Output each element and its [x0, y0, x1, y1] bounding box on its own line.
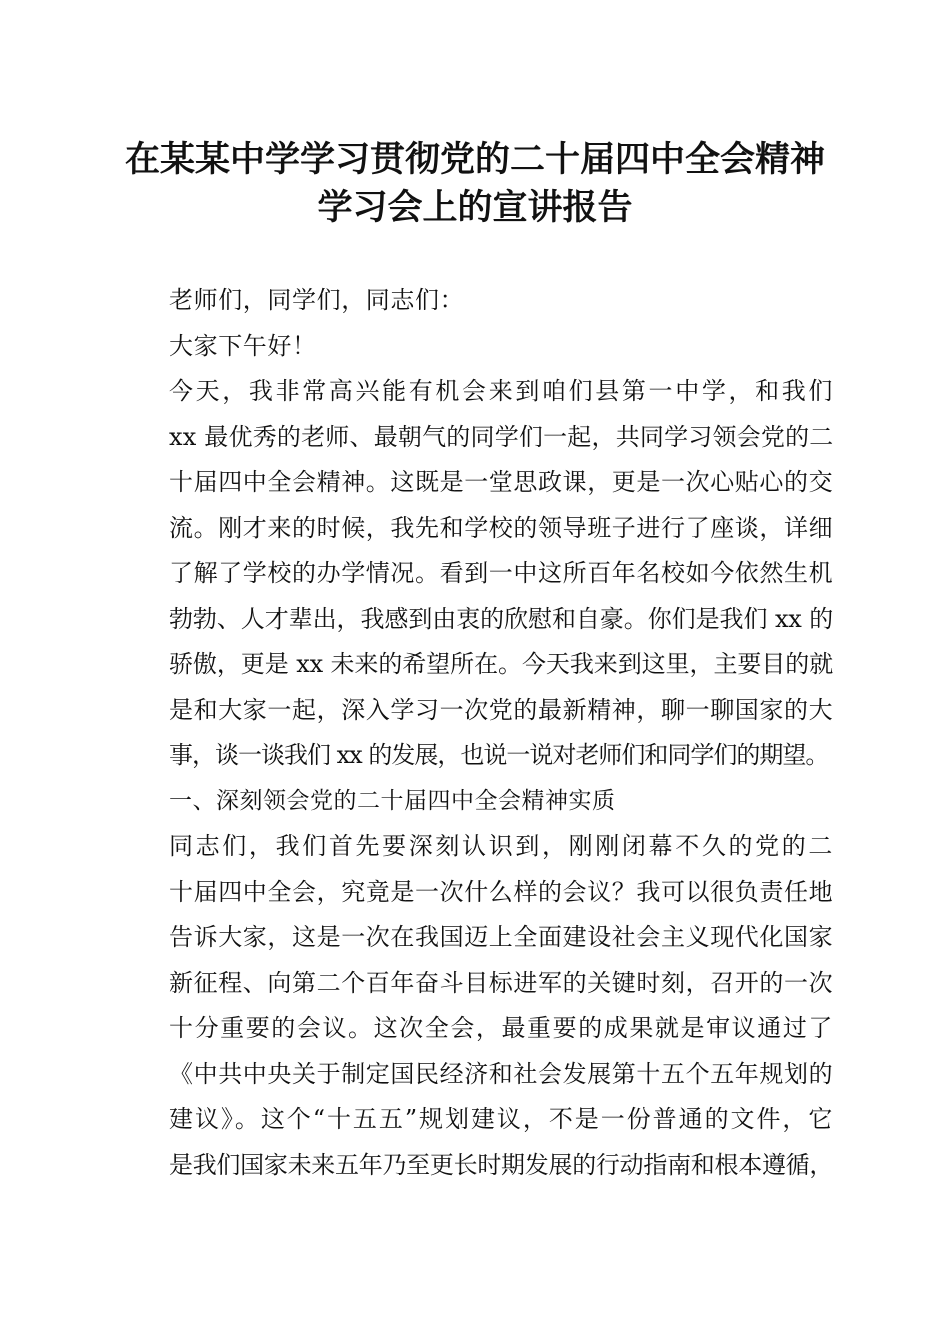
paragraph-line: 是我们国家未来五年乃至更长时期发展的行动指南和根本遵循， [169, 1150, 833, 1179]
title-line-2: 学习会上的宣讲报告 [317, 187, 633, 228]
paragraph-line: 同志们，我们首先要深刻认识到，刚刚闭幕不久的党的二 [169, 832, 833, 860]
paragraph-line: 《中共中央关于制定国民经济和社会发展第十五个五年规划的 [169, 1059, 834, 1088]
salutation-text: 老师们，同学们，同志们： [169, 286, 465, 314]
paragraph-section-1 [121, 824, 833, 1188]
salutation [121, 278, 833, 324]
paragraph-line: 事，谈一谈我们 xx 的发展，也说一说对老师们和同学们的期望。 [169, 741, 829, 769]
paragraph-line: 十分重要的会议。这次全会，最重要的成果就是审议通过了 [169, 1014, 833, 1042]
title-line-1: 在某某中学学习贯彻党的二十届四中全会精神 [124, 139, 825, 180]
paragraph-line: 告诉大家，这是一次在我国迈上全面建设社会主义现代化国家 [169, 923, 834, 951]
paragraph-line: 是和大家一起，深入学习一次党的最新精神，聊一聊国家的大 [169, 695, 834, 724]
paragraph-line: 建议》。这个“十五五”规划建议，不是一份普通的文件，它 [169, 1105, 833, 1133]
greeting [121, 324, 833, 370]
paragraph-line: 十届四中全会精神。这既是一堂思政课，更是一次心贴心的交 [169, 468, 834, 496]
paragraph-line: 了解了学校的办学情况。看到一中这所百年名校如今依然生机 [169, 559, 834, 587]
paragraph-line: 流。刚才来的时候，我先和学校的领导班子进行了座谈，详细 [169, 513, 834, 542]
paragraph-line: xx 最优秀的老师、最朝气的同学们一起，共同学习领会党的二 [169, 422, 834, 451]
section-heading-1: 一、深刻领会党的二十届四中全会精神实质 [169, 787, 616, 814]
paragraph-line: 今天，我非常高兴能有机会来到咱们县第一中学，和我们 [169, 377, 833, 405]
paragraph-intro [121, 369, 833, 779]
document-body [121, 278, 833, 1188]
paragraph-line: 十届四中全会，究竟是一次什么样的会议？我可以很负责任地 [169, 877, 834, 906]
paragraph-line: 新征程、向第二个百年奋斗目标进军的关键时刻，召开的一次 [169, 968, 834, 997]
paragraph-line: 勃勃、人才辈出，我感到由衷的欣慰和自豪。你们是我们 xx 的 [169, 604, 833, 633]
greeting-text: 大家下午好！ [169, 331, 317, 360]
document-title [100, 136, 850, 232]
paragraph-line: 骄傲，更是 xx 未来的希望所在。今天我来到这里，主要目的就 [169, 650, 833, 678]
